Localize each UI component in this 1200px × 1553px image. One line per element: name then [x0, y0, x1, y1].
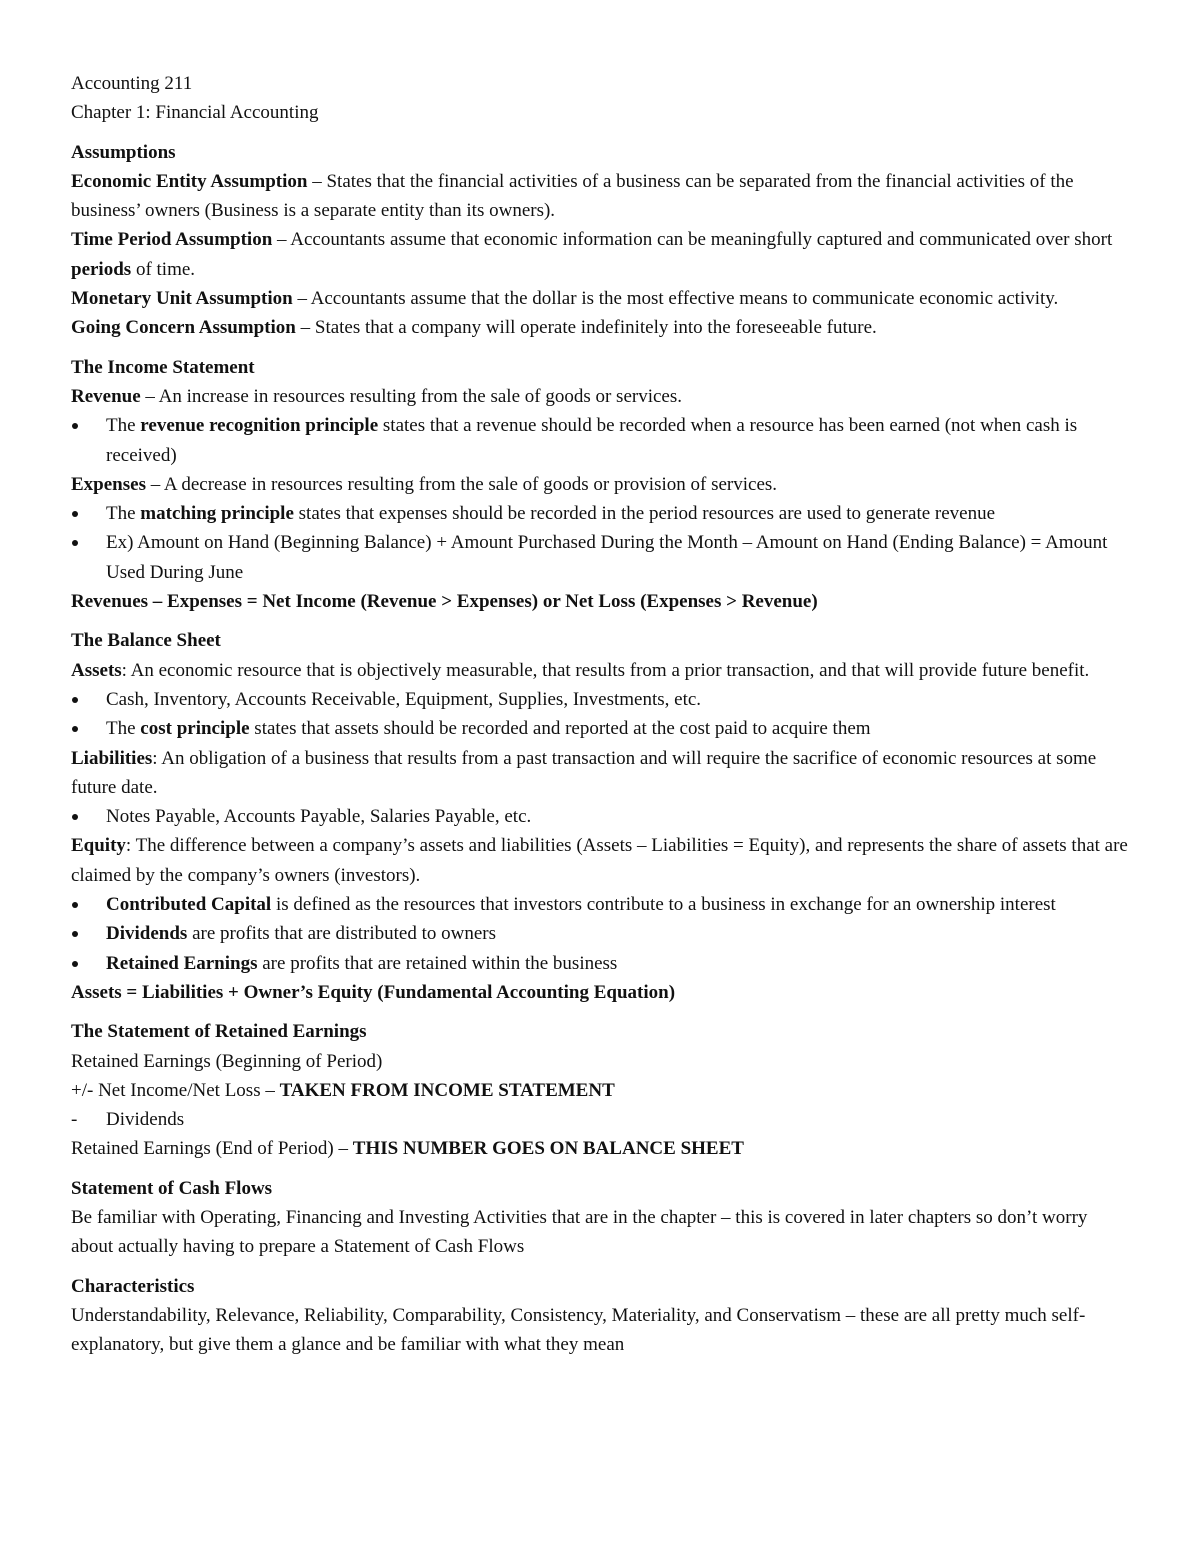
- equity-term: Equity: [71, 835, 126, 857]
- going-concern-paragraph: [71, 313, 1131, 342]
- expenses-paragraph: [71, 470, 1131, 499]
- revenue-paragraph: [71, 382, 1131, 411]
- balance-sheet-heading: The Balance Sheet: [71, 630, 221, 652]
- economic-entity-term: Economic Entity Assumption: [71, 170, 308, 192]
- bullet-text: The: [106, 718, 141, 740]
- bullet-icon: [72, 511, 78, 517]
- bullet-text: Ex) Amount on Hand (Beginning Balance) + Amount Purchased During the Month – Amount on Hand (Ending Balance) = Amount Used During June: [106, 532, 1108, 583]
- re-line-text: +/- Net Income/Net Loss –: [71, 1079, 280, 1101]
- re-line-bold: TAKEN FROM INCOME STATEMENT: [279, 1079, 615, 1101]
- time-period-term: Time Period Assumption: [71, 229, 273, 251]
- monetary-unit-paragraph: [71, 284, 1131, 313]
- list-item: [71, 714, 1131, 743]
- accounting-equation: Assets = Liabilities + Owner’s Equity (Fundamental Accounting Equation): [71, 981, 676, 1003]
- assets-paragraph: [71, 656, 1131, 685]
- matching-principle-term: matching principle: [140, 503, 294, 525]
- bullet-text: states that expenses should be recorded in the period resources are used to generate revenue: [293, 503, 996, 525]
- assets-text: : An economic resource that is objectively measurable, that results from a prior transaction, and that will provide future benefit.: [121, 659, 1090, 681]
- economic-entity-paragraph: [71, 167, 1131, 226]
- bullet-icon: [72, 726, 78, 732]
- time-period-text: – Accountants assume that economic information can be meaningfully captured and communicated over short: [272, 229, 1113, 251]
- assets-bullets: [71, 685, 1131, 744]
- equity-text: : The difference between a company’s assets and liabilities (Assets – Liabilities = Equity), and represents the share of assets that are claimed by the company’s owners (investors).: [71, 835, 1128, 886]
- liabilities-term: Liabilities: [71, 747, 153, 769]
- bullet-text: Notes Payable, Accounts Payable, Salaries Payable, etc.: [106, 806, 532, 828]
- contributed-capital-term: Contributed Capital: [106, 894, 272, 916]
- retained-earnings-section: [71, 1017, 1131, 1163]
- revenue-term: Revenue: [71, 385, 141, 407]
- list-item: [71, 528, 1131, 587]
- cash-flows-section: [71, 1174, 1131, 1262]
- assumptions-section: [71, 138, 1131, 343]
- going-concern-term: Going Concern Assumption: [71, 317, 296, 339]
- list-item: [71, 411, 1131, 470]
- bullet-text: is defined as the resources that investors contribute to a business in exchange for an ownership interest: [271, 894, 1056, 916]
- list-item: [71, 949, 1131, 978]
- list-item: [71, 685, 1131, 714]
- document-body: [71, 69, 1131, 1359]
- characteristics-text: Understandability, Relevance, Reliability, Comparability, Consistency, Materiality, and Conservatism – these are all pretty much self-explanatory, but give them a glance and be familiar with what they mean: [71, 1304, 1086, 1356]
- income-equation: Revenues – Expenses = Net Income (Revenue > Expenses) or Net Loss (Expenses > Revenue): [71, 591, 818, 613]
- equity-paragraph: [71, 831, 1131, 890]
- assumptions-heading: Assumptions: [71, 141, 176, 163]
- cost-principle-term: cost principle: [140, 718, 250, 740]
- dividends-term: Dividends: [106, 923, 188, 945]
- expenses-text: – A decrease in resources resulting from the sale of goods or provision of services.: [145, 473, 778, 495]
- bullet-text: Cash, Inventory, Accounts Receivable, Equipment, Supplies, Investments, etc.: [106, 688, 702, 710]
- retained-earnings-heading: The Statement of Retained Earnings: [71, 1021, 367, 1043]
- economic-entity-text: – States that the financial activities of a business can be separated from the financial activities of the business’ owners (Business is a separate entity than its owners).: [71, 170, 1074, 222]
- monetary-unit-text: – Accountants assume that the dollar is the most effective means to communicate economic activity.: [292, 288, 1059, 310]
- time-period-text-end: of time.: [131, 258, 196, 280]
- bullet-icon: [72, 931, 78, 937]
- revenue-recognition-term: revenue recognition principle: [140, 415, 379, 437]
- bullet-icon: [72, 697, 78, 703]
- bullet-icon: [72, 814, 78, 820]
- monetary-unit-term: Monetary Unit Assumption: [71, 288, 293, 310]
- income-statement-heading: The Income Statement: [71, 356, 255, 378]
- bullet-text: are profits that are distributed to owners: [187, 923, 496, 945]
- re-line-text: Retained Earnings (End of Period) –: [71, 1138, 353, 1160]
- liabilities-paragraph: [71, 744, 1131, 803]
- re-line-text: Dividends: [106, 1109, 185, 1131]
- time-period-paragraph: [71, 225, 1131, 284]
- balance-sheet-section: [71, 626, 1131, 1007]
- list-item: [71, 890, 1131, 919]
- revenue-bullets: [71, 411, 1131, 470]
- income-statement-section: [71, 353, 1131, 617]
- characteristics-section: [71, 1272, 1131, 1360]
- bullet-text: The: [106, 415, 141, 437]
- chapter-title: Chapter 1: Financial Accounting: [71, 102, 319, 124]
- re-line-net-income: [71, 1076, 1131, 1105]
- cash-flows-text: Be familiar with Operating, Financing and Investing Activities that are in the chapter – this is covered in later chapters so don’t worry about actually having to prepare a Statement of Cash Flows: [71, 1206, 1088, 1258]
- periods-term: periods: [71, 258, 132, 280]
- re-line-dividends: [71, 1105, 1131, 1134]
- re-line-end: [71, 1134, 1131, 1163]
- list-item: [71, 919, 1131, 948]
- list-item: [71, 499, 1131, 528]
- retained-earnings-term: Retained Earnings: [106, 952, 258, 974]
- equity-bullets: [71, 890, 1131, 978]
- bullet-icon: [72, 540, 78, 546]
- course-title: Accounting 211: [71, 73, 193, 94]
- bullet-text: states that a revenue should be recorded when a resource has been earned (not when cash is received): [106, 415, 1078, 466]
- dash-marker: -: [71, 1109, 78, 1131]
- bullet-icon: [72, 423, 78, 429]
- going-concern-text: – States that a company will operate indefinitely into the foreseeable future.: [295, 317, 877, 339]
- liabilities-text: : An obligation of a business that results from a past transaction and will require the sacrifice of economic resources at some future date.: [71, 747, 1097, 798]
- revenue-text: – An increase in resources resulting from the sale of goods or services.: [140, 385, 682, 407]
- cash-flows-heading: Statement of Cash Flows: [71, 1177, 273, 1199]
- bullet-text: are profits that are retained within the business: [257, 952, 618, 974]
- characteristics-heading: Characteristics: [71, 1275, 195, 1297]
- liabilities-bullets: [71, 802, 1131, 831]
- bullet-text: states that assets should be recorded and reported at the cost paid to acquire them: [249, 718, 871, 740]
- re-line-bold: THIS NUMBER GOES ON BALANCE SHEET: [352, 1138, 744, 1160]
- assets-term: Assets: [71, 659, 122, 681]
- expenses-term: Expenses: [71, 473, 146, 495]
- expenses-bullets: [71, 499, 1131, 587]
- bullet-icon: [72, 902, 78, 908]
- bullet-text: The: [106, 503, 141, 525]
- re-line-beginning: Retained Earnings (Beginning of Period): [71, 1050, 383, 1072]
- bullet-icon: [72, 961, 78, 967]
- list-item: [71, 802, 1131, 831]
